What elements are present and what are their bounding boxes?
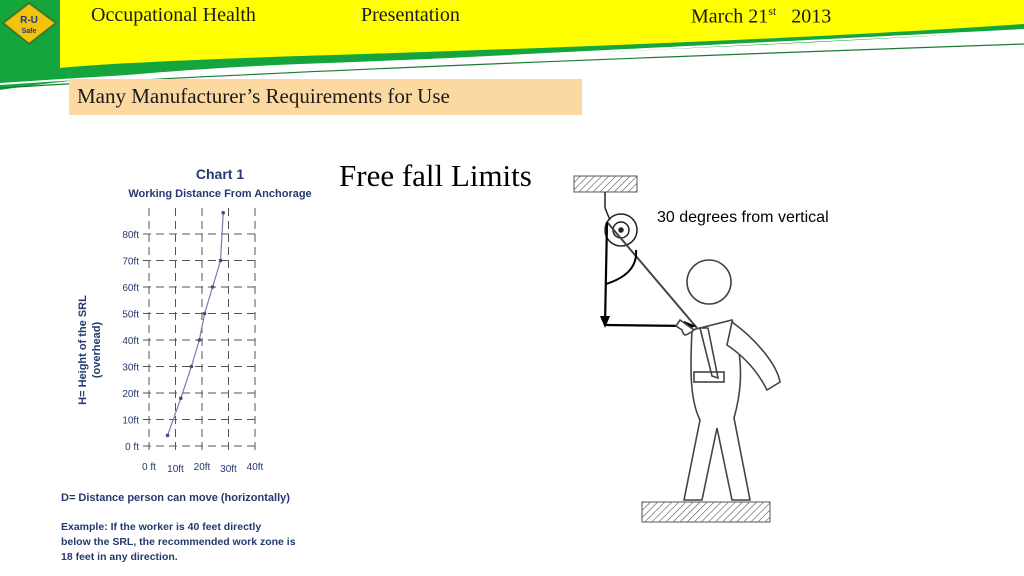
series-point [203,312,207,316]
x-tick-label: 20ft [193,462,211,473]
floor-icon [642,502,770,522]
free-fall-title: Free fall Limits [339,158,532,193]
y-tick-label: 10ft [122,415,139,427]
subtitle-box [69,79,582,115]
series-point [211,285,215,289]
logo-text-bottom: Safe [21,28,37,35]
series-point [219,259,223,263]
y-tick-label: 60ft [122,283,139,294]
series-point [198,338,202,342]
logo-text-top: R-U [20,15,38,26]
series-point [166,434,170,438]
x-tick-label: 40ft [246,462,264,473]
y-tick-label: 20ft [122,389,139,400]
series-point [221,211,225,215]
y-tick-label: 50ft [122,309,139,321]
ceiling-anchor-icon [574,176,637,192]
slide-subtitle: Many Manufacturer’s Requirements for Use [77,84,450,108]
y-tick-label: 0 ft [125,442,139,453]
figure-caption: 30 degrees from vertical [657,209,829,226]
chart-title: Chart 1 [195,166,245,182]
chart-note: Example: If the worker is 40 feet directly below the SRL, the recommended work zone is 18 feet in any direction. [61,521,296,563]
y-tick-label: 30ft [122,362,139,374]
series-point [190,365,194,369]
header-date-year: 2013 [791,5,832,28]
x-tick-label: 10ft [167,464,184,475]
y-tick-label: 70ft [122,256,139,268]
x-tick-label: 30ft [220,464,237,475]
y-tick-label: 80ft [122,230,139,241]
header-date [691,4,831,29]
header-presentation: Presentation [361,4,460,26]
x-tick-label: 0 ft [142,462,156,473]
header-title: Occupational Health [91,4,256,26]
header-date-sup: st [768,4,777,18]
series-point [179,397,183,401]
chart-subtitle: Working Distance From Anchorage [128,188,312,200]
chart-panel [57,160,327,568]
working-distance-chart [57,160,327,568]
chart-x-axis-label: D= Distance person can move (horizontally) [61,492,290,504]
chart-y-axis-label: H= Height of the SRL (overhead) [77,295,103,405]
y-tick-label: 40ft [122,336,139,347]
series-line [168,213,224,436]
header-date-main: March 21 [691,5,769,28]
